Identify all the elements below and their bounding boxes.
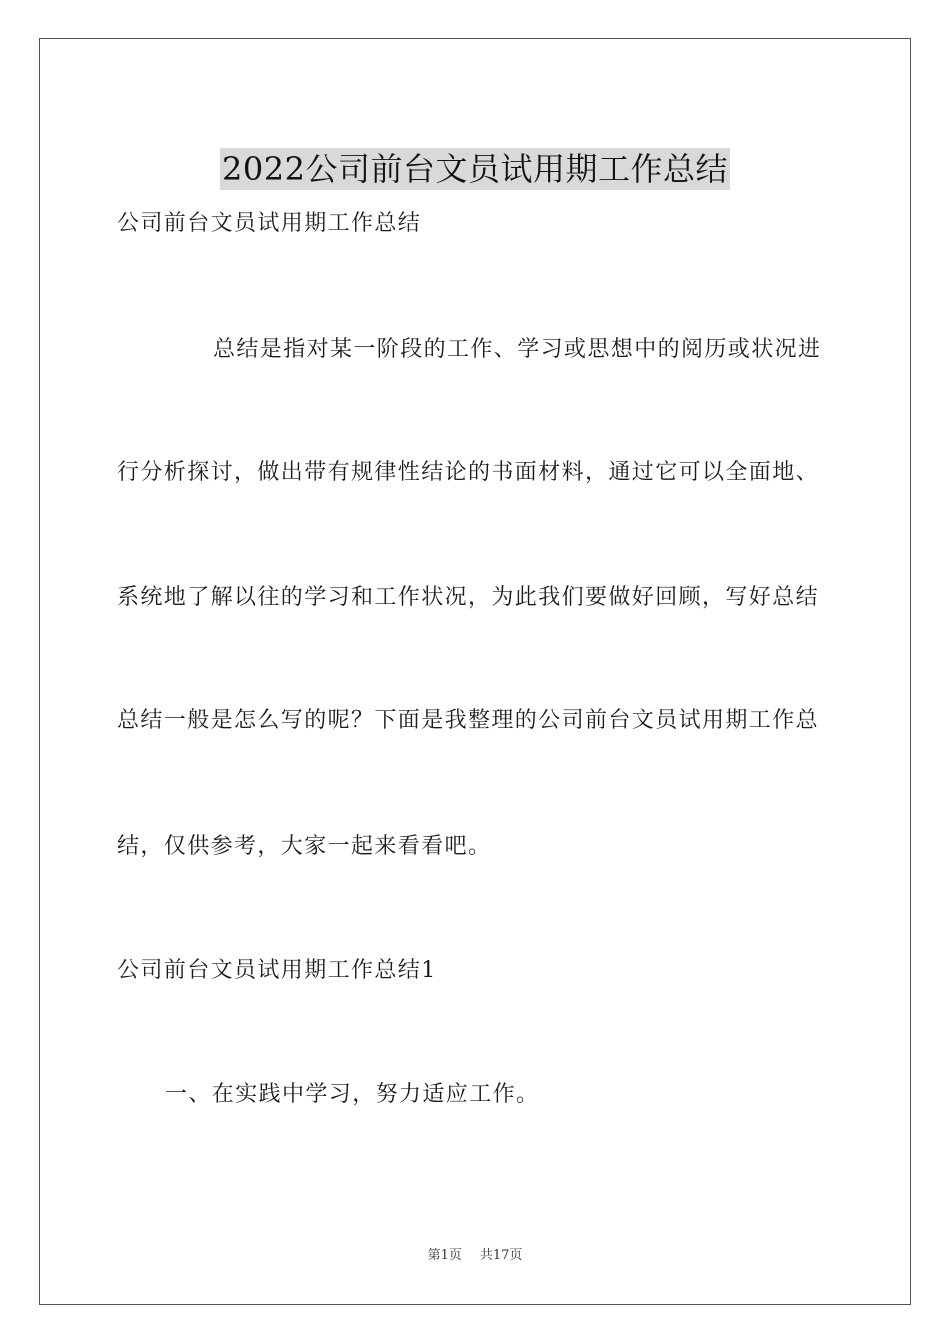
title-container	[0, 127, 950, 212]
document-subtitle: 公司前台文员试用期工作总结	[117, 211, 422, 236]
document-title: 2022公司前台文员试用期工作总结	[222, 150, 728, 189]
paragraph-line-1: 总结是指对某一阶段的工作、学习或思想中的阅历或状况进	[213, 337, 822, 362]
paragraph-line-4: 总结一般是怎么写的呢？下面是我整理的公司前台文员试用期工作总	[117, 708, 820, 733]
paragraph-line-3: 系统地了解以往的学习和工作状况，为此我们要做好回顾，写好总结	[117, 585, 820, 610]
item-heading: 一、在实践中学习，努力适应工作。	[165, 1082, 540, 1107]
page-current: 第1页	[427, 1248, 462, 1263]
paragraph-line-5: 结，仅供参考，大家一起来看看吧。	[117, 834, 492, 859]
paragraph-line-2: 行分析探讨，做出带有规律性结论的书面材料，通过它可以全面地、	[117, 460, 820, 485]
page-total: 共17页	[479, 1248, 523, 1263]
page-footer	[0, 1247, 950, 1265]
section-heading: 公司前台文员试用期工作总结1	[117, 958, 437, 983]
